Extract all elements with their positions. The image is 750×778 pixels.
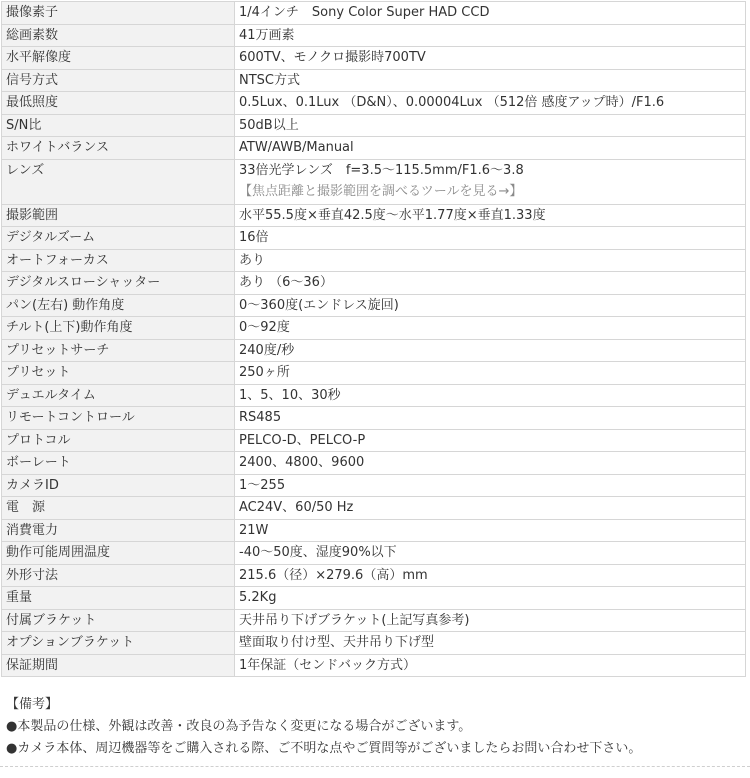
spec-value: 250ヶ所 (239, 365, 290, 380)
spec-value: 1～255 (239, 477, 286, 493)
spec-value-cell (235, 114, 746, 137)
spec-label: オプションブラケット (2, 632, 235, 655)
spec-label: S/N比 (2, 114, 235, 137)
spec-label: 信号方式 (2, 69, 235, 92)
spec-value: 2400、4800、9600 (239, 455, 365, 470)
spec-label: オートフォーカス (2, 249, 235, 272)
spec-value-cell (235, 92, 746, 115)
spec-value: あり (239, 252, 266, 268)
spec-label: 消費電力 (2, 519, 235, 542)
spec-label: プリセット (2, 362, 235, 385)
spec-row (2, 227, 746, 250)
spec-value-cell (235, 2, 746, 25)
spec-value-cell (235, 24, 746, 47)
spec-value-cell (235, 204, 746, 227)
spec-label: パン(左右) 動作角度 (2, 294, 235, 317)
spec-label: 外形寸法 (2, 564, 235, 587)
spec-value-cell (235, 159, 746, 204)
spec-value: AC24V、60/50 Hz (239, 500, 354, 515)
spec-value: 1年保証（センドバック方式） (239, 657, 417, 673)
spec-row (2, 654, 746, 677)
spec-value-cell (235, 632, 746, 655)
spec-row (2, 137, 746, 160)
spec-table (1, 1, 746, 677)
spec-label: リモートコントロール (2, 407, 235, 430)
spec-label: ボーレート (2, 452, 235, 475)
spec-value: 21W (239, 522, 269, 538)
spec-row (2, 47, 746, 70)
spec-row (2, 632, 746, 655)
spec-value: あり （6～36） (239, 275, 333, 290)
spec-label: 撮影範囲 (2, 204, 235, 227)
focal-length-tool-link[interactable]: 【焦点距離と撮影範囲を調べるツールを見る→】 (239, 183, 523, 199)
spec-row (2, 564, 746, 587)
spec-value: PELCO-D、PELCO-P (239, 432, 366, 448)
spec-value: 天井吊り下げブラケット(上記写真参考) (239, 612, 470, 628)
spec-row (2, 2, 746, 25)
spec-value-cell (235, 294, 746, 317)
spec-value-cell (235, 249, 746, 272)
spec-label: 最低照度 (2, 92, 235, 115)
spec-value: 600TV、モノクロ撮影時700TV (239, 50, 426, 65)
spec-row (2, 339, 746, 362)
note-item: ●本製品の仕様、外観は改善・改良の為予告なく変更になる場合がございます。 (6, 719, 472, 734)
spec-label: 電 源 (2, 497, 235, 520)
spec-value: 50dB以上 (239, 117, 299, 133)
spec-value-cell (235, 587, 746, 610)
bottom-divider (0, 766, 750, 767)
spec-label: デュエルタイム (2, 384, 235, 407)
spec-value-cell (235, 69, 746, 92)
spec-value-cell (235, 317, 746, 340)
spec-value: ATW/AWB/Manual (239, 140, 354, 155)
spec-label: 保証期間 (2, 654, 235, 677)
spec-row (2, 407, 746, 430)
spec-row (2, 92, 746, 115)
spec-value-cell (235, 564, 746, 587)
spec-label: レンズ (2, 159, 235, 204)
spec-row (2, 69, 746, 92)
spec-row (2, 384, 746, 407)
notes-section (6, 694, 746, 760)
spec-label: 撮像素子 (2, 2, 235, 25)
spec-value-cell (235, 137, 746, 160)
spec-row (2, 519, 746, 542)
spec-value-cell (235, 272, 746, 295)
spec-value-cell (235, 227, 746, 250)
spec-value-cell (235, 609, 746, 632)
spec-value: 240度/秒 (239, 342, 295, 358)
spec-value: 1/4インチ Sony Color Super HAD CCD (239, 5, 490, 20)
spec-value-cell (235, 542, 746, 565)
spec-value-cell (235, 47, 746, 70)
spec-label: 重量 (2, 587, 235, 610)
spec-value-cell (235, 654, 746, 677)
spec-row (2, 204, 746, 227)
spec-label: デジタルスローシャッター (2, 272, 235, 295)
spec-row (2, 474, 746, 497)
spec-label: 付属ブラケット (2, 609, 235, 632)
spec-value-cell (235, 474, 746, 497)
spec-value-cell (235, 384, 746, 407)
spec-value-cell (235, 407, 746, 430)
spec-row (2, 497, 746, 520)
spec-value: RS485 (239, 410, 282, 425)
spec-value-cell (235, 362, 746, 385)
spec-value: 0～92度 (239, 320, 290, 335)
spec-value: -40～50度、湿度90%以下 (239, 545, 397, 560)
spec-label: ホワイトバランス (2, 137, 235, 160)
spec-value-cell (235, 429, 746, 452)
spec-value-cell (235, 339, 746, 362)
spec-value: 215.6（径）×279.6（高）mm (239, 567, 428, 583)
spec-label: デジタルズーム (2, 227, 235, 250)
spec-value-cell (235, 519, 746, 542)
spec-row (2, 429, 746, 452)
spec-label: プロトコル (2, 429, 235, 452)
spec-row (2, 609, 746, 632)
spec-row (2, 249, 746, 272)
spec-row (2, 114, 746, 137)
spec-label: チルト(上下)動作角度 (2, 317, 235, 340)
spec-value: 16倍 (239, 230, 269, 245)
spec-row (2, 24, 746, 47)
spec-label: カメラID (2, 474, 235, 497)
spec-row (2, 542, 746, 565)
spec-label: 水平解像度 (2, 47, 235, 70)
spec-value: 壁面取り付け型、天井吊り下げ型 (239, 635, 435, 650)
spec-value: 41万画素 (239, 27, 295, 43)
spec-row (2, 159, 746, 204)
notes-heading: 【備考】 (6, 697, 59, 712)
spec-row (2, 362, 746, 385)
spec-value-cell (235, 497, 746, 520)
spec-row (2, 294, 746, 317)
spec-value: NTSC方式 (239, 72, 300, 88)
spec-row (2, 452, 746, 475)
note-item: ●カメラ本体、周辺機器等をご購入される際、ご不明な点やご質問等がございましたらお問い合わせ下さい。 (6, 741, 642, 756)
spec-label: プリセットサーチ (2, 339, 235, 362)
spec-value: 5.2Kg (239, 590, 277, 605)
spec-value-cell (235, 452, 746, 475)
spec-label: 総画素数 (2, 24, 235, 47)
spec-row (2, 317, 746, 340)
spec-value: 水平55.5度×垂直42.5度～水平1.77度×垂直1.33度 (239, 207, 546, 223)
spec-value: 33倍光学レンズ f=3.5～115.5mm/F1.6～3.8 (239, 162, 524, 178)
spec-row (2, 272, 746, 295)
spec-label: 動作可能周囲温度 (2, 542, 235, 565)
spec-value: 0～360度(エンドレス旋回) (239, 297, 399, 313)
spec-row (2, 587, 746, 610)
spec-value: 1、5、10、30秒 (239, 387, 341, 403)
spec-value: 0.5Lux、0.1Lux （D&N）、0.00004Lux （512倍 感度アップ時）/F1.6 (239, 95, 665, 110)
